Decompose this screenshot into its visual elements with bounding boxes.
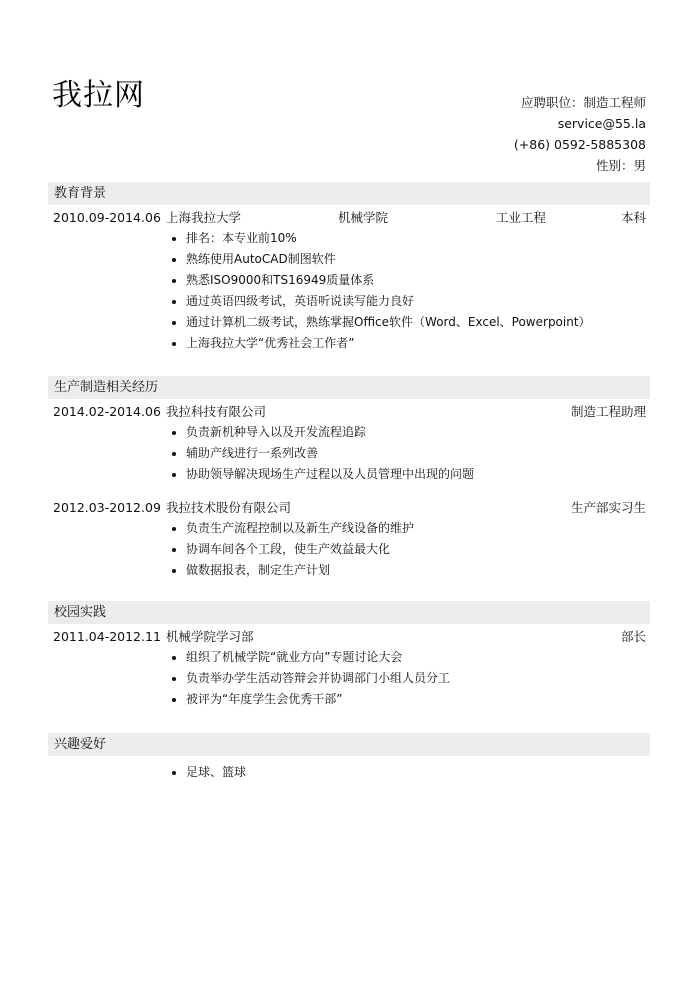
section-title-experience: 生产制造相关经历 (48, 376, 650, 399)
entry-date: 2014.02-2014.06 (53, 404, 161, 419)
entry-date: 2012.03-2012.09 (53, 500, 161, 515)
contact-block (514, 92, 646, 176)
entry-company: 我拉科技有限公司 (166, 404, 267, 419)
list-item: 被评为“年度学生会优秀干部” (168, 689, 650, 710)
bullet-dot-icon (172, 300, 176, 304)
bullet-dot-icon (172, 548, 176, 552)
education-entry (48, 207, 650, 228)
applied-position: 应聘职位：制造工程师 (520, 95, 646, 110)
list-item: 组织了机械学院“就业方向”专题讨论大会 (168, 647, 650, 668)
applicant-name: 我拉网 (52, 78, 145, 113)
entry-company: 我拉技术股份有限公司 (166, 500, 292, 515)
bullet-dot-icon (172, 237, 176, 241)
list-item: 辅助产线进行一系列改善 (168, 443, 650, 464)
section-title-hobbies: 兴趣爱好 (48, 733, 650, 756)
bullet-dot-icon (172, 258, 176, 262)
bullet-dot-icon (172, 698, 176, 702)
education-section (48, 182, 650, 354)
gender: 性别：男 (595, 158, 646, 173)
list-item: 排名：本专业前10% (168, 228, 650, 249)
campus-bullets (48, 647, 650, 710)
list-item: 负责举办学生活动答辩会并协调部门小组人员分工 (168, 668, 650, 689)
experience-entry (48, 401, 650, 422)
list-item: 上海我拉大学“优秀社会工作者” (168, 333, 650, 354)
list-item: 熟悉ISO9000和TS16949质量体系 (168, 270, 650, 291)
bullet-dot-icon (172, 342, 176, 346)
entry-degree: 本科 (620, 210, 646, 225)
list-item: 负责生产流程控制以及新生产线设备的维护 (168, 518, 650, 539)
entry-major: 工业工程 (496, 210, 547, 225)
list-item: 做数据报表，制定生产计划 (168, 560, 650, 581)
experience-bullets (48, 518, 650, 581)
list-item: 协调车间各个工段，使生产效益最大化 (168, 539, 650, 560)
bullet-dot-icon (172, 677, 176, 681)
section-title-education: 教育背景 (48, 182, 650, 205)
phone: (+86) 0592-5885308 (513, 137, 646, 152)
list-item: 熟练使用AutoCAD制图软件 (168, 249, 650, 270)
bullet-dot-icon (172, 452, 176, 456)
entry-role: 生产部实习生 (570, 500, 646, 515)
section-title-campus: 校园实践 (48, 601, 650, 624)
bullet-dot-icon (172, 527, 176, 531)
list-item: 通过英语四级考试，英语听说读写能力良好 (168, 291, 650, 312)
hobbies-bullets (48, 762, 650, 783)
experience-bullets (48, 422, 650, 485)
entry-role: 部长 (620, 629, 646, 644)
bullet-dot-icon (172, 771, 176, 775)
entry-date: 2010.09-2014.06 (53, 210, 161, 225)
bullet-dot-icon (172, 431, 176, 435)
list-item: 协助领导解决现场生产过程以及人员管理中出现的问题 (168, 464, 650, 485)
entry-college: 机械学院 (338, 210, 389, 225)
list-item: 足球、篮球 (168, 762, 650, 783)
entry-school: 上海我拉大学 (166, 210, 242, 225)
entry-role: 制造工程助理 (570, 404, 646, 419)
entry-date: 2011.04-2012.11 (53, 629, 161, 644)
list-item: 负责新机种导入以及开发流程追踪 (168, 422, 650, 443)
bullet-dot-icon (172, 279, 176, 283)
entry-org: 机械学院学习部 (166, 629, 254, 644)
campus-entry (48, 626, 650, 647)
bullet-dot-icon (172, 569, 176, 573)
bullet-dot-icon (172, 656, 176, 660)
bullet-dot-icon (172, 321, 176, 325)
list-item: 通过计算机二级考试，熟练掌握Office软件（Word、Excel、Powerpoint） (168, 312, 650, 333)
hobbies-section (48, 733, 650, 783)
education-bullets (48, 228, 650, 354)
campus-section (48, 601, 650, 710)
bullet-dot-icon (172, 473, 176, 477)
experience-section (48, 376, 650, 581)
email[interactable]: service@55.la (557, 116, 646, 131)
experience-entry (48, 497, 650, 518)
